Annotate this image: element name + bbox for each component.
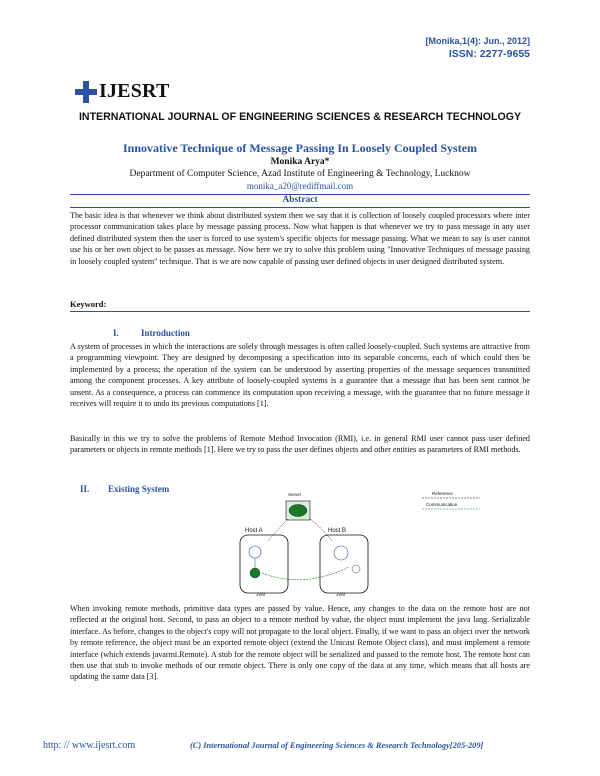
abstract-heading: Abstract [282,195,318,205]
section-title: Introduction [141,328,190,338]
jvm-a-label: JVM [256,592,265,597]
logo-brand: IJESRT [99,80,170,102]
host-a-box [240,535,288,593]
intro-paragraph-1: A system of processes in which the interactions are solely through messages is often called loosely-coupled. Such systems are attractive from a programming viewpoint. They are designed by decomposing a specification into its separable concerns, each of which could then be implemented by a process; the operation of the system can be understood by asserting properties of the message sequences transmitted among the component processes. A key attribute of loosely-coupled systems is a guarantee that a message that has been sent cannot be unsent. As a consequence, a process can commence its computation upon receiving a message, with the guarantee that no future message it receives will require it to undo its previous computations [1]. [70,342,530,409]
rule-abstract [70,207,530,208]
legend-reference: Reference [432,491,453,496]
section-heading-introduction [113,328,190,338]
existing-system-paragraph: When invoking remote methods, primitive data types are passed by value. Hence, any changes to the data on the remote host are not reflected at the original host. Second, to pass an object to a remote method by value, the object must implement the java lang. Serializable interface. As before, changes to the object's copy will not propagate to the local object. Finally, if we want to pass an object over the network by remote reference, the object must be an exported remote object (extend the Unicast Remote Object class), and must implement a remote interface (which extends javarmi.Remote). A stub for the remote object will be serialized and passed to the remote host. The remote host can then use that stub to invoke methods of our remote object. There is only one copy of the data at any time, which means that all hosts are updating the same data [3]. [70,604,530,682]
abstract-text: The basic idea is that whenever we think about distributed system then we say that it is collection of loosely coupled processors where inter processor communication takes place by message passing process. Now what happen is that whenever we try to pass message in any user defined distributed system then the user is forced to use system's specific objects for message passing. What we mean to say is user cannot use his or her own object to be passes as message. Now here we try to solve this problem using "Innovative Techniques of message passing in loosely coupled system" technique. That is we are now capable of passing user defined objects in user designed distributed system. [70,211,530,266]
rule-keyword [70,311,530,312]
paper-author: Monika Arya* [270,157,330,167]
plus-icon [75,81,97,103]
lookup-arrow [268,519,288,541]
host-a-stub [250,568,260,578]
section-number: II. [80,484,90,494]
journal-name: INTERNATIONAL JOURNAL OF ENGINEERING SCIENCES & RESEARCH TECHNOLOGY [78,111,522,123]
rmi-architecture-figure [228,489,376,599]
footer-copyright: (C) International Journal of Engineering Sciences & Research Technology[205-209] [190,741,484,750]
host-b-box [320,535,368,593]
legend-communication: Communication [426,502,458,507]
intro-paragraph-2: Basically in this we try to solve the problems of Remote Method Invocation (RMI), i.e. in general RMI user cannot pass user defined parameters or objects in remote methods [1]. Here we try to pass the user defines objects and other entities as parameters of RMI methods. [70,434,530,455]
footer-website-link[interactable]: http: // www.ijesrt.com [43,740,136,751]
host-b-skeleton [352,565,360,573]
paper-affiliation: Department of Computer Science, Azad Institute of Engineering & Technology, Lucknow [129,169,471,179]
figure-legend [420,489,500,517]
keyword-label: Keyword: [70,299,107,309]
host-b-label: Host B [328,528,347,534]
host-a-object [249,546,261,558]
issn: ISSN: 2277-9655 [448,48,530,60]
section-number: I. [113,328,119,338]
server-label: Server [288,492,302,497]
author-email[interactable]: monika_a20@rediffmail.com [246,181,354,191]
section-heading-existing-system [80,484,169,494]
header-meta [425,36,530,60]
paper-title: Innovative Technique of Message Passing In Loosely Coupled System [122,141,478,155]
section-title: Existing System [108,484,170,494]
host-b-object [334,546,348,560]
jvm-b-label: JVM [336,592,345,597]
journal-logo [75,80,170,103]
host-a-label: Host A [245,528,263,534]
citation: [Monika,1(4): Jun., 2012] [425,36,530,46]
invocation-arrow [262,567,349,580]
server-registry [289,505,307,517]
